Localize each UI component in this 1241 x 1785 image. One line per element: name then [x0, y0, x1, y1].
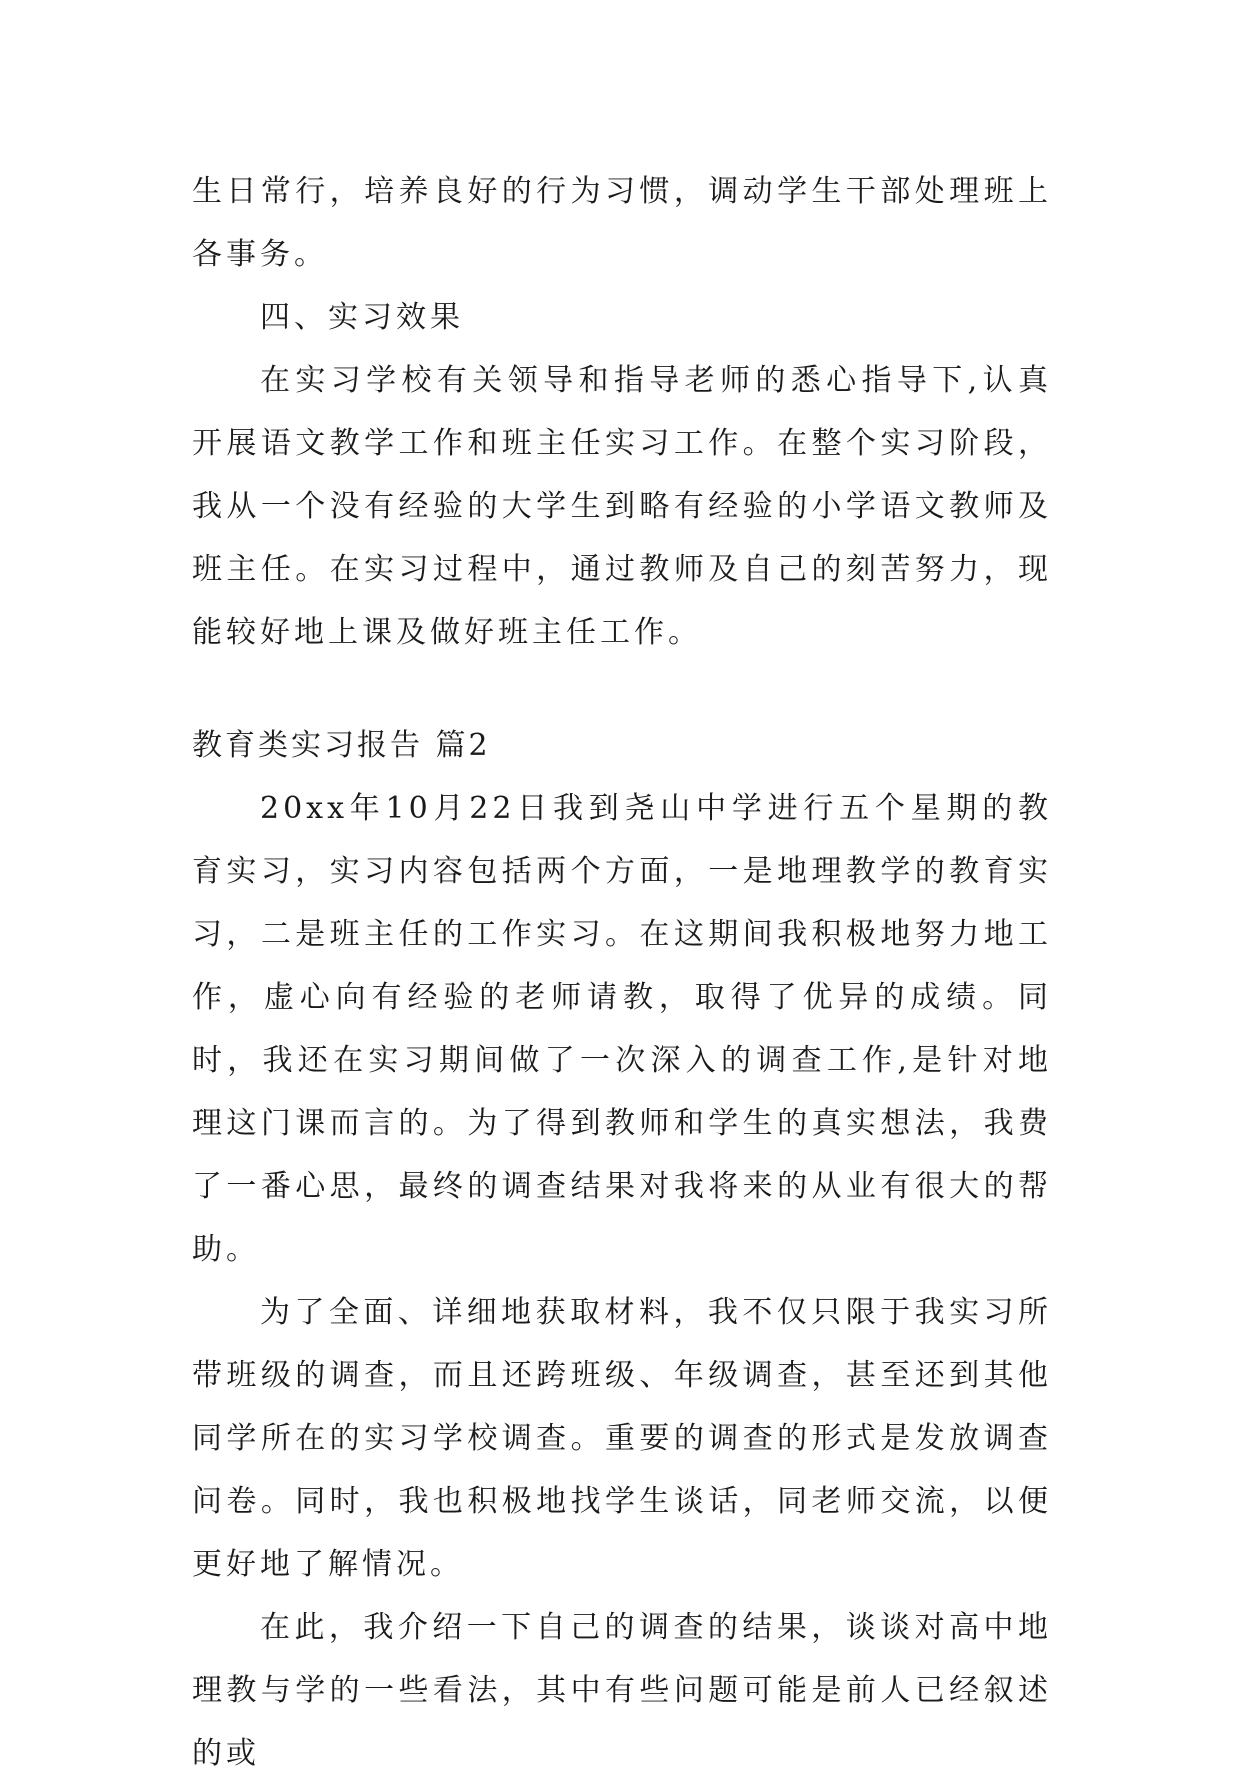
- paragraph-daily-routine: 生日常行，培养良好的行为习惯，调动学生干部处理班上各事务。: [192, 174, 1052, 272]
- paragraph-survey-method: 为了全面、详细地获取材料，我不仅只限于我实习所带班级的调查，而且还跨班级、年级调查，甚至还到其他同学所在的实习学校调查。重要的调查的形式是发放调查问卷。同时，我也积极地找学生谈话，同老师交流，以便更好地了解情况。: [192, 1295, 1052, 1582]
- paragraph-survey-results: 在此，我介绍一下自己的调查的结果，谈谈对高中地理教与学的一些看法，其中有些问题可能是前人已经叙述的或: [192, 1610, 1052, 1771]
- paragraph-internship-intro: 20xx年10月22日我到尧山中学进行五个星期的教育实习，实习内容包括两个方面，一是地理教学的教育实习，二是班主任的工作实习。在这期间我积极地努力地工作，虚心向有经验的老师请教，取得了优异的成绩。同时，我还在实习期间做了一次深入的调查工作,是针对地理这门课而言的。为了得到教师和学生的真实想法，我费了一番心思，最终的调查结果对我将来的从业有很大的帮助。: [192, 791, 1052, 1267]
- document-body: [192, 160, 1052, 1785]
- heading-internship-results: 四、实习效果: [260, 300, 464, 335]
- paragraph-internship-results: 在实习学校有关领导和指导老师的悉心指导下,认真开展语文教学工作和班主任实习工作。在整个实习阶段，我从一个没有经验的大学生到略有经验的小学语文教师及班主任。在实习过程中，通过教师及自己的刻苦努力，现能较好地上课及做好班主任工作。: [192, 363, 1052, 650]
- section-title: 教育类实习报告 篇2: [192, 728, 491, 763]
